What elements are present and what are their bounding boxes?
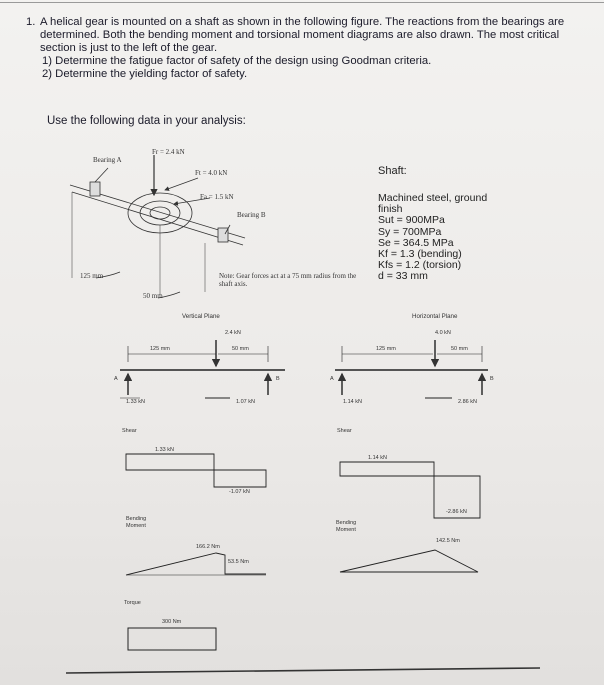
- bearing-a-leader: [95, 168, 108, 182]
- shaft-line: Kf = 1.3 (bending): [378, 248, 462, 261]
- v-dim1-label: 125 mm: [150, 346, 170, 352]
- h-mmax-label: 142.5 Nm: [436, 538, 460, 544]
- torque-box: [128, 628, 216, 650]
- dim-50-label: 50 mm: [143, 292, 163, 300]
- problem-number: 1.: [26, 16, 36, 28]
- shaft-line: Se = 364.5 MPa: [378, 236, 454, 249]
- use-data-heading: Use the following data in your analysis:: [47, 115, 246, 127]
- vertical-fbd: [120, 340, 285, 398]
- bearing-a-label: Bearing A: [93, 156, 122, 164]
- shaft-line: d = 33 mm: [378, 270, 428, 283]
- h-b-label: B: [490, 376, 494, 382]
- h-shear-neg: -2.86 kN: [446, 509, 467, 515]
- task-2: 2) Determine the yielding factor of safety.: [42, 68, 248, 80]
- task-1: 1) Determine the fatigue factor of safety of the design using Goodman criteria.: [42, 55, 432, 67]
- shaft-line: finish: [378, 203, 403, 216]
- shaft-line: Kfs = 1.2 (torsion): [378, 259, 462, 272]
- h-dim2-label: 50 mm: [451, 346, 468, 352]
- fr-label: Fr = 2.4 kN: [152, 148, 185, 156]
- v-rb-label: 1.07 kN: [236, 399, 255, 405]
- h-shear-title: Shear: [337, 428, 352, 434]
- h-rb-label: 2.86 kN: [458, 399, 477, 405]
- shaft-line: Machined steel, ground: [378, 192, 488, 204]
- v-a-label: A: [114, 376, 118, 382]
- gear-inner: [140, 201, 180, 225]
- fa-label: Fa = 1.5 kN: [200, 193, 234, 201]
- torque-value: 300 Nm: [162, 619, 182, 625]
- problem-intro: A helical gear is mounted on a shaft as shown in the following figure. The reactions from the bearings are determined. Both the bending moment and torsional moment diagrams are also drawn. The most critical section is just to the left of the gear.: [40, 16, 565, 54]
- dim-125-label: 125 mm: [80, 272, 104, 280]
- bearing-b-block: [218, 228, 228, 242]
- shaft-title: Shaft:: [378, 165, 407, 177]
- shaft-line: Sut = 900MPa: [378, 214, 445, 227]
- bearing-b-label: Bearing B: [237, 211, 266, 219]
- h-load-label: 4.0 kN: [435, 330, 451, 336]
- h-a-label: A: [330, 376, 334, 382]
- v-load-label: 2.4 kN: [225, 330, 241, 336]
- ft-label: Ft = 4.0 kN: [195, 169, 228, 177]
- h-bending-title: Bending: [336, 520, 357, 526]
- ft-arrow: [165, 178, 198, 190]
- vertical-plane-title: Vertical Plane: [182, 313, 220, 320]
- v-b-label: B: [276, 376, 280, 382]
- v-shear-neg: -1.07 kN: [229, 489, 250, 495]
- horizontal-plane-title: Horizontal Plane: [412, 313, 458, 320]
- v-shear-title: Shear: [122, 428, 137, 434]
- v-ra-label: 1.33 kN: [126, 399, 145, 405]
- torque-title: Torque: [124, 600, 141, 606]
- v-shear-diagram: [126, 454, 266, 487]
- bearing-a-block: [90, 182, 100, 196]
- v-bending-title: Bending: [126, 516, 147, 522]
- v-mmax-label: 166.2 Nm: [196, 544, 220, 550]
- v-dim2-label: 50 mm: [232, 346, 249, 352]
- h-moment-title: Moment: [336, 527, 356, 533]
- h-ra-label: 1.14 kN: [343, 399, 362, 405]
- torque-diagram: [128, 628, 216, 650]
- h-shear-pos: 1.14 kN: [368, 455, 387, 461]
- v-mb-label: 53.5 Nm: [228, 559, 249, 565]
- v-shear-pos: 1.33 kN: [155, 447, 174, 453]
- figure-note: Note: Gear forces act at a 75 mm radius from the shaft axis.: [219, 272, 357, 288]
- v-moment-title: Moment: [126, 523, 146, 529]
- h-bending-diagram: [340, 550, 478, 572]
- v-shear-shape: [126, 454, 266, 487]
- bottom-rule: [66, 668, 540, 673]
- h-dim1-label: 125 mm: [376, 346, 396, 352]
- shaft-line: Sy = 700MPa: [378, 225, 442, 238]
- gear-hub: [150, 207, 170, 219]
- h-moment-shape: [340, 550, 478, 572]
